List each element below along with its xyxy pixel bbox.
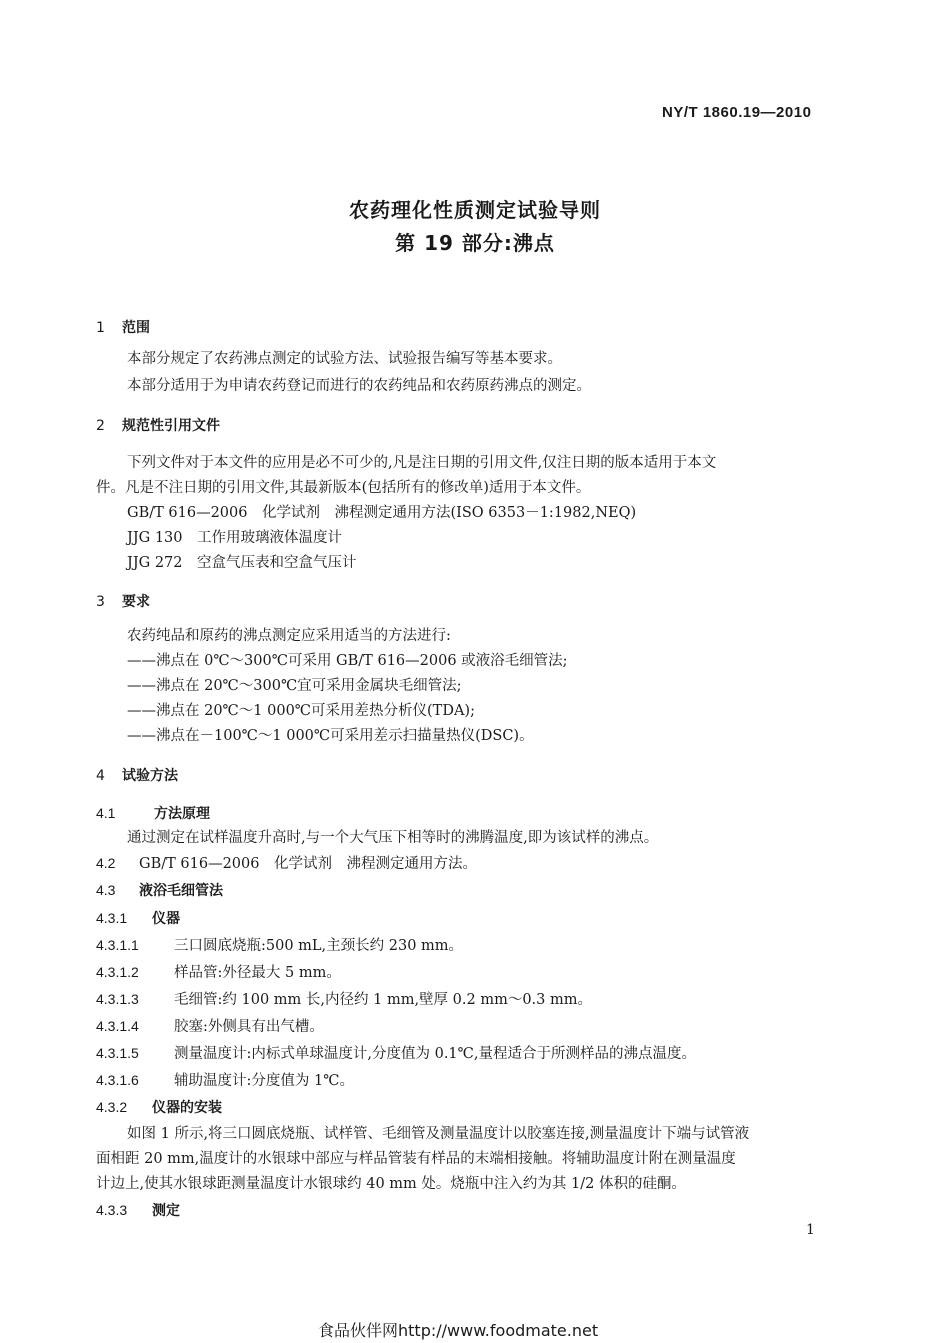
reference-item: JJG 130 工作用玻璃液体温度计 [127,530,342,546]
instrument-item [96,1068,354,1093]
list-item: ——沸点在－100℃～1 000℃可采用差示扫描量热仪(DSC)。 [127,728,534,744]
page-number: 1 [806,1222,815,1238]
item-text: 三口圆底烧瓶:500 mL,主颈长约 230 mm。 [174,938,464,954]
item-text: 样品管:外径最大 5 mm。 [174,965,341,981]
item-text: 胶塞:外侧具有出气槽。 [174,1019,324,1035]
subsection-4-3-2-heading [96,1097,222,1117]
subsection-4-3-heading [96,880,223,900]
section-title: 范围 [122,320,150,336]
item-number: 4.3.1.5 [96,1045,139,1061]
item-text: 毛细管:约 100 mm 长,内径约 1 mm,壁厚 0.2 mm～0.3 mm。 [174,992,592,1008]
subsection-4-3-3-heading [96,1200,180,1220]
section-number: 4 [96,768,105,784]
item-text: 辅助温度计:分度值为 1℃。 [174,1073,354,1089]
section-title: 试验方法 [122,768,178,784]
section-number: 3 [96,594,105,610]
subsection-number: 4.3.3 [96,1202,128,1218]
subsection-number: 4.2 [96,855,116,871]
instrument-item [96,933,463,958]
subsection-4-2 [96,851,477,876]
subsection-title: 测定 [152,1203,180,1219]
standard-code: NY/T 1860.19—2010 [662,104,812,121]
subsection-number: 4.1 [96,805,116,821]
item-number: 4.3.1.4 [96,1018,139,1034]
item-number: 4.3.1.3 [96,991,139,1007]
item-number: 4.3.1.1 [96,937,139,953]
footer-watermark: 食品伙伴网http://www.foodmate.net [318,1321,599,1340]
list-item: ——沸点在 20℃～300℃宜可采用金属块毛细管法; [127,678,462,694]
section-title: 要求 [122,594,150,610]
section-4-heading [96,765,178,785]
paragraph: 面相距 20 mm,温度计的水银球中部应与样品管装有样品的末端相接触。将辅助温度计附在测量温度 [96,1151,736,1167]
subsection-title: 仪器 [152,911,180,927]
list-item: ——沸点在 0℃～300℃可采用 GB/T 616—2006 或液浴毛细管法; [127,653,568,669]
reference-item: JJG 272 空盒气压表和空盒气压计 [127,555,357,571]
paragraph: 本部分适用于为申请农药登记而进行的农药纯品和农药原药沸点的测定。 [127,378,591,394]
paragraph: 如图 1 所示,将三口圆底烧瓶、试样管、毛细管及测量温度计以胶塞连接,测量温度计下端与试管液 [127,1126,750,1142]
subsection-number: 4.3 [96,882,116,898]
paragraph: 通过测定在试样温度升高时,与一个大气压下相等时的沸腾温度,即为该试样的沸点。 [127,830,659,846]
paragraph: 计边上,使其水银球距测量温度计水银球约 40 mm 处。烧瓶中注入约为其 1/2 体积的硅酮。 [96,1176,686,1192]
subsection-number: 4.3.2 [96,1099,128,1115]
reference-item: GB/T 616—2006 化学试剂 沸程测定通用方法(ISO 6353－1:1982,NEQ) [127,505,637,521]
subsection-title: 仪器的安装 [152,1100,222,1116]
instrument-item [96,987,592,1012]
paragraph: 下列文件对于本文件的应用是必不可少的,凡是注日期的引用文件,仅注日期的版本适用于本文 [127,455,717,471]
list-item: ——沸点在 20℃～1 000℃可采用差热分析仪(TDA); [127,703,475,719]
subsection-number: 4.3.1 [96,910,128,926]
document-title: 农药理化性质测定试验导则 [349,198,601,222]
subsection-text: GB/T 616—2006 化学试剂 沸程测定通用方法。 [139,856,477,872]
subsection-title: 方法原理 [154,806,210,822]
item-number: 4.3.1.2 [96,964,139,980]
paragraph: 本部分规定了农药沸点测定的试验方法、试验报告编写等基本要求。 [127,351,562,367]
item-text: 测量温度计:内标式单球温度计,分度值为 0.1℃,量程适合于所测样品的沸点温度。 [174,1046,696,1062]
section-2-heading [96,415,220,435]
section-1-heading [96,317,150,337]
section-3-heading [96,591,150,611]
section-number: 2 [96,418,105,434]
section-number: 1 [96,320,105,336]
paragraph: 农药纯品和原药的沸点测定应采用适当的方法进行: [127,628,451,644]
subsection-4-1-heading [96,803,210,823]
instrument-item [96,1041,696,1066]
instrument-item [96,1014,324,1039]
subsection-4-3-1-heading [96,908,180,928]
paragraph: 件。凡是不注日期的引用文件,其最新版本(包括所有的修改单)适用于本文件。 [96,480,591,496]
document-subtitle: 第 19 部分:沸点 [395,231,555,255]
instrument-item [96,960,341,985]
subsection-title: 液浴毛细管法 [139,883,223,899]
item-number: 4.3.1.6 [96,1072,139,1088]
section-title: 规范性引用文件 [122,418,220,434]
